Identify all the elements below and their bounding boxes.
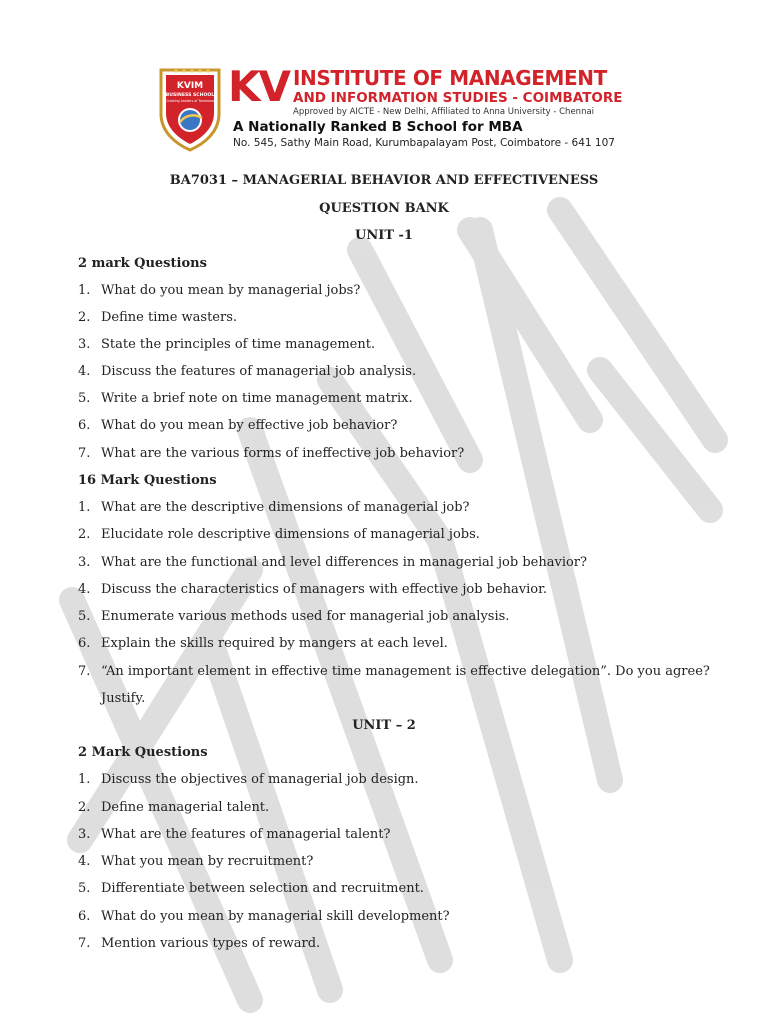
item-text: What are the features of managerial talent? <box>101 827 391 842</box>
list-item <box>78 418 397 433</box>
approval-text: Approved by AICTE - New Delhi, Affiliated to Anna University - Chennai <box>293 107 595 117</box>
item-number: 6. <box>78 418 91 433</box>
item-text: Mention various types of reward. <box>101 936 321 951</box>
item-text: What you mean by recruitment? <box>101 854 314 869</box>
course-title: BA7031 – MANAGERIAL BEHAVIOR AND EFFECTIVENESS <box>169 173 599 188</box>
unit-1-heading: UNIT -1 <box>355 228 413 243</box>
ranking-tagline: A Nationally Ranked B School for MBA <box>233 119 523 135</box>
item-text: Elucidate role descriptive dimensions of managerial jobs. <box>101 527 480 542</box>
list-item <box>78 555 587 570</box>
item-text: Define time wasters. <box>101 310 238 325</box>
unit2-2mark-heading: 2 Mark Questions <box>78 745 208 760</box>
list-item <box>78 310 237 325</box>
item-text: What are the functional and level differences in managerial job behavior? <box>101 555 587 570</box>
list-item <box>78 772 419 787</box>
item-number: 7. <box>78 936 91 951</box>
institute-address: No. 545, Sathy Main Road, Kurumbapalayam Post, Coimbatore - 641 107 <box>233 137 615 149</box>
item-number: 2. <box>78 800 91 815</box>
item-number: 1. <box>78 772 91 787</box>
item-text: “An important element in effective time management is effective delegation”. Do you agree? <box>101 664 710 679</box>
list-item <box>78 881 424 896</box>
document-subtitle: QUESTION BANK <box>319 201 449 216</box>
item-number: 2. <box>78 527 91 542</box>
item-text: What do you mean by managerial skill development? <box>101 909 450 924</box>
item-number: 6. <box>78 909 91 924</box>
item-text: Discuss the objectives of managerial job design. <box>101 772 419 787</box>
item-text: Discuss the characteristics of managers with effective job behavior. <box>101 582 548 597</box>
kv-logo-letters: KV <box>228 62 290 111</box>
list-item <box>78 500 470 515</box>
item-text: Explain the skills required by mangers at each level. <box>101 636 448 651</box>
list-item <box>78 582 547 597</box>
item-number: 4. <box>78 854 91 869</box>
list-item <box>78 664 710 679</box>
institute-name-line2: AND INFORMATION STUDIES - COIMBATORE <box>293 90 623 106</box>
list-item <box>78 364 416 379</box>
item-number: 3. <box>78 337 91 352</box>
item-number: 2. <box>78 310 91 325</box>
list-item <box>78 800 269 815</box>
institute-header <box>158 62 638 156</box>
item-number: 7. <box>78 664 91 679</box>
list-item <box>78 827 390 842</box>
crest-label: KVIM <box>176 81 204 91</box>
unit-2-heading: UNIT – 2 <box>352 718 416 733</box>
item-number: 5. <box>78 609 91 624</box>
institute-name-line1: INSTITUTE OF MANAGEMENT <box>293 66 607 90</box>
item-text: What are the descriptive dimensions of managerial job? <box>101 500 470 515</box>
list-item <box>78 636 448 651</box>
list-item <box>78 446 464 461</box>
item-text: What are the various forms of ineffective job behavior? <box>101 446 465 461</box>
unit1-2mark-heading: 2 mark Questions <box>78 256 207 271</box>
list-item <box>78 391 413 406</box>
item-number: 5. <box>78 391 91 406</box>
item-text: State the principles of time management. <box>101 337 376 352</box>
item-text: What do you mean by managerial jobs? <box>101 283 361 298</box>
item-number: 6. <box>78 636 91 651</box>
item-number: 3. <box>78 555 91 570</box>
item-number: 1. <box>78 283 91 298</box>
list-item <box>78 609 509 624</box>
item-number: 4. <box>78 582 91 597</box>
list-item <box>78 337 375 352</box>
item-text: Differentiate between selection and recruitment. <box>101 881 424 896</box>
kvim-crest-logo <box>158 66 222 152</box>
item-text: What do you mean by effective job behavior? <box>101 418 398 433</box>
item-number: 1. <box>78 500 91 515</box>
item-text-continuation: Justify. <box>101 691 146 706</box>
item-text: Enumerate various methods used for managerial job analysis. <box>101 609 510 624</box>
list-item <box>78 936 320 951</box>
list-item <box>78 854 313 869</box>
list-item <box>78 527 480 542</box>
item-text: Write a brief note on time management matrix. <box>101 391 413 406</box>
unit1-16mark-heading: 16 Mark Questions <box>78 473 217 488</box>
item-number: 5. <box>78 881 91 896</box>
item-number: 4. <box>78 364 91 379</box>
item-number: 3. <box>78 827 91 842</box>
item-text: Discuss the features of managerial job analysis. <box>101 364 417 379</box>
crest-tagline: Creating Leaders of Tomorrow <box>166 99 214 103</box>
list-item <box>78 283 360 298</box>
crest-sublabel: BUSINESS SCHOOL <box>165 93 215 98</box>
list-item <box>78 909 450 924</box>
item-number: 7. <box>78 446 91 461</box>
item-text: Define managerial talent. <box>101 800 270 815</box>
